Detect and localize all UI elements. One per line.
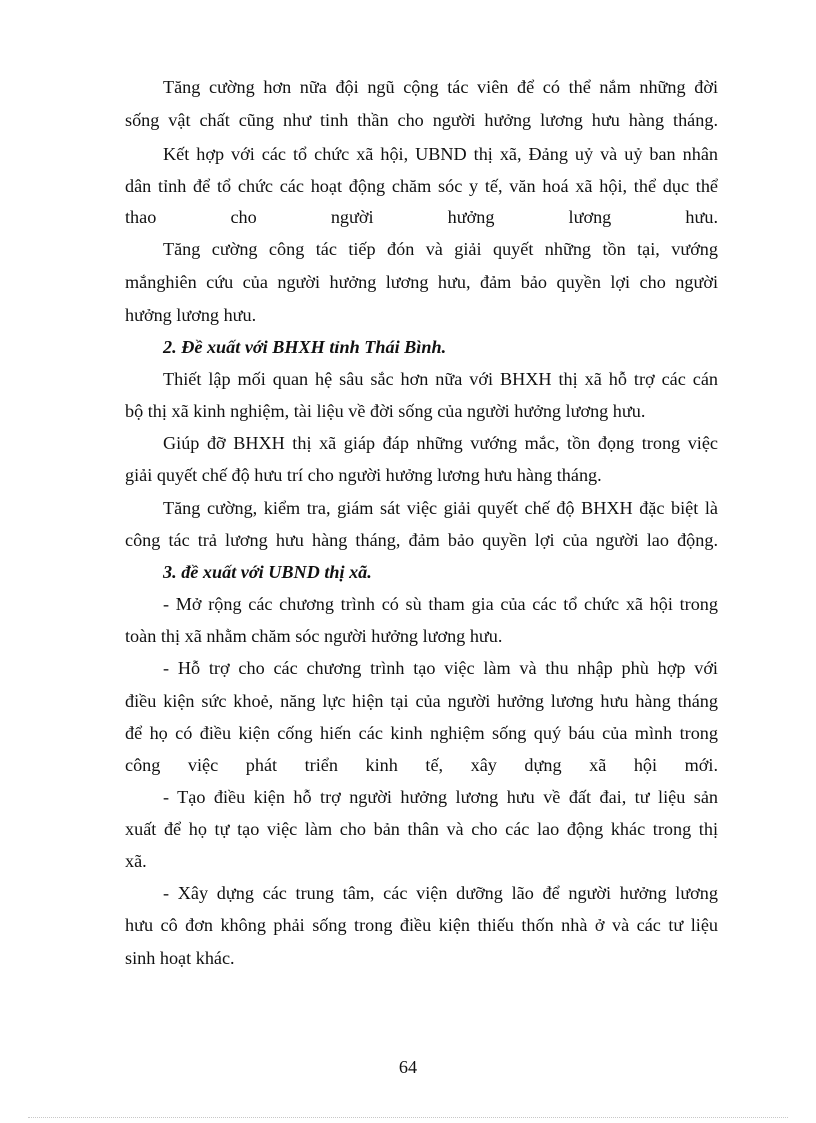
- paragraph-line: thao cho người hưởng lương hưu.: [125, 207, 718, 227]
- paragraph-line: để họ có điều kiện cống hiến các kinh nghiệm sống quý báu của mình trong: [125, 723, 718, 743]
- paragraph-line: - Hỗ trợ cho các chương trình tạo việc làm và thu nhập phù hợp với: [163, 658, 718, 678]
- section-heading: 3. đề xuất với UBND thị xã.: [163, 562, 372, 582]
- paragraph-line: Giúp đỡ BHXH thị xã giáp đáp những vướng mắc, tồn đọng trong việc: [163, 433, 718, 453]
- paragraph-line: sống vật chất cũng như tinh thần cho người hưởng lương hưu hàng tháng.: [125, 110, 718, 130]
- paragraph-line: dân tỉnh để tổ chức các hoạt động chăm sóc y tế, văn hoá xã hội, thể dục thể: [125, 176, 718, 196]
- paragraph-line: - Xây dựng các trung tâm, các viện dưỡng lão để người hưởng lương: [163, 883, 718, 903]
- paragraph-line: - Mở rộng các chương trình có sù tham gia của các tổ chức xã hội trong: [163, 594, 718, 614]
- paragraph-line: Tăng cường hơn nữa đội ngũ cộng tác viên để có thể nắm những đời: [163, 77, 718, 97]
- paragraph-line: điều kiện sức khoẻ, năng lực hiện tại của người hưởng lương hưu hàng tháng: [125, 691, 718, 711]
- paragraph-line: - Tạo điều kiện hỗ trợ người hưởng lương hưu về đất đai, tư liệu sản: [163, 787, 718, 807]
- paragraph-line: toàn thị xã nhằm chăm sóc người hưởng lương hưu.: [125, 626, 503, 646]
- paragraph-line: bộ thị xã kinh nghiệm, tài liệu về đời sống của người hưởng lương hưu.: [125, 401, 646, 421]
- paragraph-line: Tăng cường, kiểm tra, giám sát việc giải quyết chế độ BHXH đặc biệt là: [163, 498, 718, 518]
- paragraph-line: hưu cô đơn không phải sống trong điều kiện thiếu thốn nhà ở và các tư liệu: [125, 915, 718, 935]
- paragraph-line: hưởng lương hưu.: [125, 305, 257, 325]
- footer-divider: [28, 1117, 788, 1118]
- paragraph-line: mắnghiên cứu của người hưởng lương hưu, đảm bảo quyền lợi cho người: [125, 272, 718, 292]
- paragraph-line: công tác trả lương hưu hàng tháng, đảm bảo quyền lợi của người lao động.: [125, 530, 718, 550]
- section-heading: 2. Đề xuất với BHXH tỉnh Thái Bình.: [163, 337, 447, 357]
- paragraph-line: giải quyết chế độ hưu trí cho người hưởng lương hưu hàng tháng.: [125, 465, 602, 485]
- paragraph-line: Kết hợp với các tổ chức xã hội, UBND thị xã, Đảng uỷ và uỷ ban nhân: [163, 144, 718, 164]
- paragraph-line: công việc phát triển kinh tế, xây dựng xã hội mới.: [125, 755, 718, 775]
- paragraph-line: Thiết lập mối quan hệ sâu sắc hơn nữa với BHXH thị xã hỗ trợ các cán: [163, 369, 718, 389]
- page-number: 64: [398, 1057, 418, 1077]
- paragraph-line: xã.: [125, 851, 147, 871]
- paragraph-line: sinh hoạt khác.: [125, 948, 235, 968]
- paragraph-line: Tăng cường công tác tiếp đón và giải quyết những tồn tại, vướng: [163, 239, 718, 259]
- paragraph-line: xuất để họ tự tạo việc làm cho bản thân và cho các lao động khác trong thị: [125, 819, 718, 839]
